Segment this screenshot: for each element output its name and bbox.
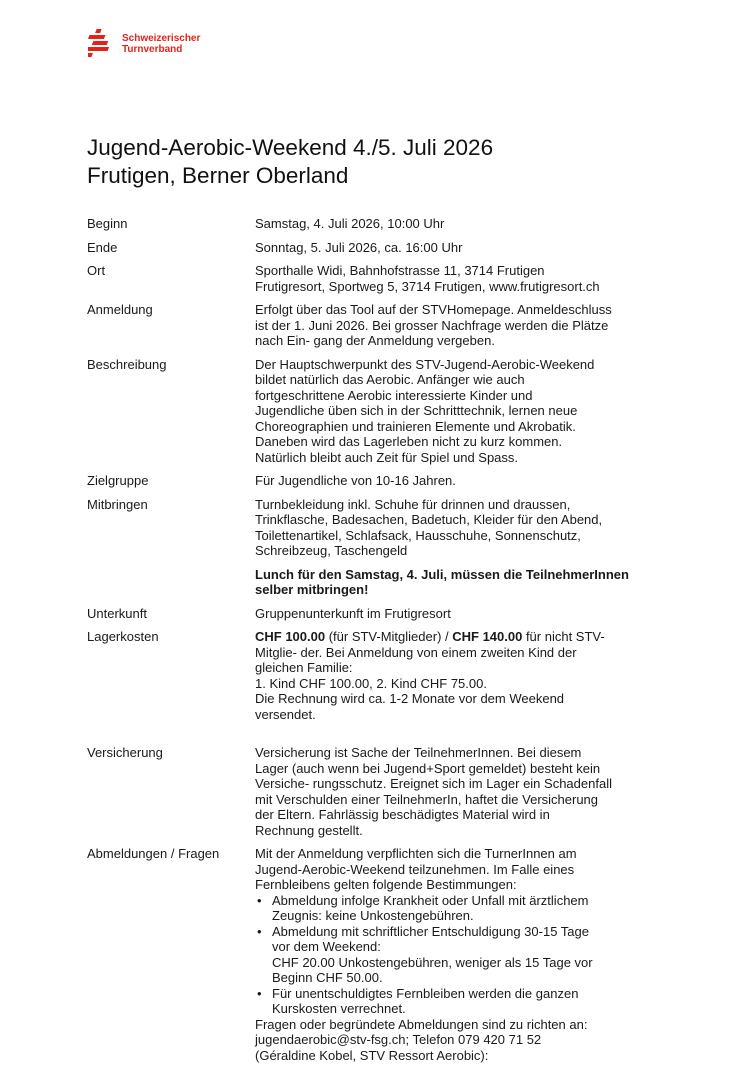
- value-ort-line-2: Frutigresort, Sportweg 5, 3714 Frutigen, www.frutigresort.ch: [255, 278, 600, 294]
- label-abmeldungen: Abmeldungen / Fragen: [87, 846, 220, 861]
- list-item: • Abmeldung mit schriftlicher Entschuldigung 30-15 Tage vor dem Weekend: CHF 20.00 Unkostengebühren, weniger als 15 Tage vor Beginn CHF 50.00.: [257, 923, 593, 985]
- value-ort-line-1: Sporthalle Widi, Bahnhofstrasse 11, 3714 Frutigen: [255, 263, 545, 278]
- price-members: CHF 100.00: [255, 629, 326, 644]
- list-item: • Abmeldung infolge Krankheit oder Unfall mit ärztlichem Zeugnis: keine Unkostengebühren.: [257, 892, 589, 923]
- anmeldung-line: ist der 1. Juni 2026. Bei grosser Nachfrage werden die Plätze: [255, 317, 609, 333]
- lagerkosten-line: gleichen Familie:: [255, 660, 353, 675]
- bullet-icon: •: [257, 892, 262, 908]
- versicherung-line: Versiche- rungsschutz. Ereignet sich im Lager ein Schadenfall: [255, 776, 612, 791]
- versicherung-line: mit Verschulden einer TeilnehmerIn, haftet die Versicherung: [255, 791, 599, 807]
- contact-email-phone[interactable]: jugendaerobic@stv-fsg.ch; Telefon 079 420 71 52: [255, 1032, 542, 1047]
- label-ort: Ort: [87, 263, 106, 278]
- label-anmeldung: Anmeldung: [87, 302, 153, 317]
- abmeldungen-intro-line: Mit der Anmeldung verpflichten sich die TurnerInnen am: [255, 846, 577, 861]
- abmeldungen-outro-line: (Géraldine Kobel, STV Ressort Aerobic):: [255, 1047, 489, 1063]
- lagerkosten-line: Die Rechnung wird ca. 1-2 Monate vor dem Weekend: [255, 691, 565, 706]
- mitbringen-line: Turnbekleidung inkl. Schuhe für drinnen und draussen,: [255, 496, 571, 512]
- row-lagerkosten: [87, 629, 687, 722]
- beschreibung-line: Daneben wird das Lagerleben nicht zu kurz kommen.: [255, 434, 563, 449]
- anmeldung-line: Erfolgt über das Tool auf der STVHomepage. Anmeldeschluss: [255, 302, 612, 317]
- beschreibung-line: fortgeschrittene Aerobic interessierte Kinder und: [255, 387, 533, 403]
- logo-line-1: Schweizerischer: [122, 33, 201, 44]
- stv-logo-icon: [88, 28, 116, 60]
- beschreibung-line: Jugendliche üben sich in der Schritttechnik, lernen neue: [255, 403, 578, 418]
- mitbringen-line: Toilettenartikel, Schlafsack, Hausschuhe, Sonnenschutz,: [255, 527, 581, 543]
- row-versicherung: [87, 745, 687, 838]
- label-lagerkosten: Lagerkosten: [87, 629, 159, 644]
- beschreibung-line: bildet natürlich das Aerobic. Anfänger wie auch: [255, 372, 525, 387]
- abmeldungen-intro-line: Fernbleibens gelten folgende Bestimmungen:: [255, 877, 517, 892]
- abmeldungen-intro-line: Jugend-Aerobic-Weekend teilzunehmen. Im Falle eines: [255, 861, 575, 877]
- row-ort: [87, 263, 687, 294]
- label-ende: Ende: [87, 239, 118, 255]
- bullet-icon: •: [257, 985, 262, 1001]
- title-line-2: Frutigen, Berner Oberland: [87, 163, 349, 188]
- beschreibung-line: Der Hauptschwerpunkt des STV-Jugend-Aerobic-Weekend: [255, 356, 595, 372]
- lagerkosten-line: versendet.: [255, 706, 316, 722]
- label-beschreibung: Beschreibung: [87, 356, 167, 372]
- versicherung-line: Versicherung ist Sache der TeilnehmerInnen. Bei diesem: [255, 745, 582, 760]
- beschreibung-line: Natürlich bleibt auch Zeit für Spiel und Spass.: [255, 449, 519, 465]
- mitbringen-lunch-note: Lunch für den Samstag, 4. Juli, müssen die TeilnehmerInnen: [255, 566, 629, 582]
- value-ende: Sonntag, 5. Juli 2026, ca. 16:00 Uhr: [255, 239, 463, 255]
- row-anmeldung: [87, 302, 687, 349]
- lagerkosten-line: 1. Kind CHF 100.00, 2. Kind CHF 75.00.: [255, 675, 487, 691]
- row-abmeldungen: [87, 846, 687, 1063]
- label-zielgruppe: Zielgruppe: [87, 473, 149, 488]
- mitbringen-line: Trinkflasche, Badesachen, Badetuch, Kleider für den Abend,: [255, 512, 603, 527]
- mitbringen-line: Schreibzeug, Taschengeld: [255, 543, 408, 558]
- row-zielgruppe: [87, 473, 687, 489]
- row-beginn: [87, 216, 687, 232]
- page-title: [87, 134, 493, 190]
- stv-logo: [88, 28, 200, 60]
- price-text-2: für nicht STV-: [522, 629, 605, 644]
- row-mitbringen: [87, 497, 687, 598]
- bullet-icon: •: [257, 923, 262, 939]
- row-beschreibung: [87, 357, 687, 466]
- info-table: [87, 216, 687, 1063]
- label-unterkunft: Unterkunft: [87, 605, 147, 621]
- versicherung-line: Rechnung gestellt.: [255, 822, 363, 838]
- price-nonmembers: CHF 140.00: [452, 629, 523, 644]
- anmeldung-line: nach Ein- gang der Anmeldung vergeben.: [255, 333, 495, 348]
- mitbringen-lunch-note: selber mitbringen!: [255, 582, 369, 597]
- label-beginn: Beginn: [87, 216, 128, 231]
- value-beginn: Samstag, 4. Juli 2026, 10:00 Uhr: [255, 216, 445, 231]
- value-unterkunft: Gruppenunterkunft im Frutigresort: [255, 605, 451, 621]
- abmeldungen-bullet-list: [255, 893, 687, 1017]
- versicherung-line: Lager (auch wenn bei Jugend+Sport gemeldet) besteht kein: [255, 760, 601, 776]
- beschreibung-line: Choreographien und trainieren Elemente und Akrobatik.: [255, 418, 576, 434]
- label-versicherung: Versicherung: [87, 745, 163, 760]
- value-zielgruppe: Für Jugendliche von 10-16 Jahren.: [255, 473, 456, 488]
- abmeldungen-outro-line: Fragen oder begründete Abmeldungen sind zu richten an:: [255, 1016, 588, 1032]
- row-ende: [87, 240, 687, 256]
- lagerkosten-line: Mitglie- der. Bei Anmeldung von einem zweiten Kind der: [255, 644, 577, 660]
- row-unterkunft: [87, 606, 687, 622]
- logo-line-2: Turnverband: [122, 44, 183, 55]
- price-text-1: (für STV-Mitglieder) /: [325, 629, 453, 644]
- title-line-1: Jugend-Aerobic-Weekend 4./5. Juli 2026: [87, 135, 494, 160]
- label-mitbringen: Mitbringen: [87, 496, 148, 512]
- versicherung-line: der Eltern. Fahrlässig beschädigtes Material wird in: [255, 807, 550, 822]
- list-item: • Für unentschuldigtes Fernbleiben werden die ganzen Kurskosten verrechnet.: [257, 985, 579, 1016]
